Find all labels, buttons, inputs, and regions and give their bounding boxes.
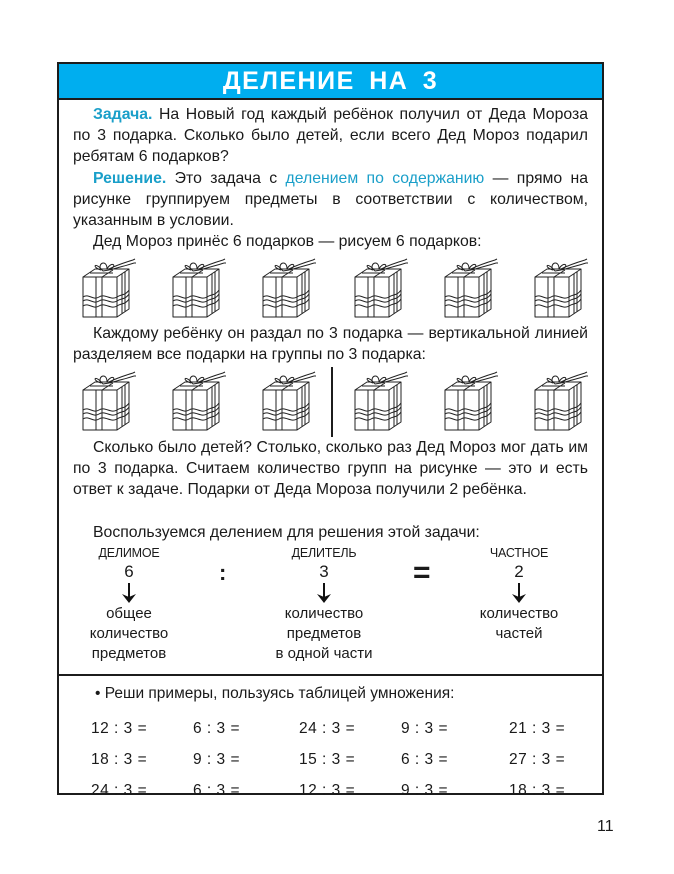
exercise-item: 9 : 3 = bbox=[401, 782, 449, 799]
exercises-grid bbox=[91, 720, 591, 813]
exercise-item: 6 : 3 = bbox=[193, 782, 241, 799]
divisor-desc-3: в одной части bbox=[275, 645, 373, 662]
exercise-item: 6 : 3 = bbox=[401, 751, 449, 768]
exercise-item: 24 : 3 = bbox=[91, 782, 148, 799]
gifts-row-all bbox=[67, 254, 597, 324]
division-by-content-term: делением по содержанию bbox=[285, 170, 485, 187]
lesson-header bbox=[59, 64, 602, 100]
quotient-value: 2 bbox=[514, 562, 524, 581]
exercises-title: • Реши примеры, пользуясь таблицей умножения: bbox=[95, 685, 455, 702]
division-formula bbox=[59, 546, 602, 676]
divisor-value: 3 bbox=[319, 562, 329, 581]
exercise-item: 6 : 3 = bbox=[193, 720, 241, 737]
exercise-item: 21 : 3 = bbox=[509, 720, 566, 737]
exercise-row bbox=[91, 782, 591, 813]
gift-box-icon bbox=[77, 257, 139, 321]
gift-box-icon bbox=[439, 257, 501, 321]
solution-paragraph bbox=[73, 168, 588, 231]
gift-box-icon bbox=[167, 370, 229, 434]
draw-gifts-paragraph: Дед Мороз принёс 6 подарков — рисуем 6 подарков: bbox=[93, 233, 482, 250]
exercise-item: 27 : 3 = bbox=[509, 751, 566, 768]
divisor-column bbox=[259, 546, 389, 664]
dividend-label: ДЕЛИМОЕ bbox=[98, 546, 160, 560]
dividend-column bbox=[79, 546, 179, 664]
exercise-item: 12 : 3 = bbox=[91, 720, 148, 737]
exercise-row bbox=[91, 720, 591, 751]
divisor-desc-2: предметов bbox=[286, 625, 362, 642]
dividend-desc-2: количество bbox=[89, 625, 169, 642]
use-division-paragraph: Воспользуемся делением для решения этой задачи: bbox=[93, 524, 480, 541]
exercise-item: 9 : 3 = bbox=[193, 751, 241, 768]
quotient-desc-1: количество bbox=[479, 605, 559, 622]
gift-box-icon bbox=[349, 257, 411, 321]
lesson-frame bbox=[57, 62, 604, 799]
page-number: 11 bbox=[597, 818, 614, 835]
answer-paragraph: Сколько было детей? Столько, сколько раз Дед Мороз мог дать им по 3 подарка. Считаем количество групп на рисунке — это и есть ответ к задаче. Подарки от Деда Мороза получили 2 ребёнка. bbox=[73, 439, 588, 498]
task-label: Задача. bbox=[93, 106, 153, 123]
task-paragraph bbox=[73, 104, 588, 167]
task-text: На Новый год каждый ребёнок получил от Деда Мороза по 3 подарка. Сколько было детей, если всего Дед Мороз подарил ребятам 6 подарков? bbox=[73, 106, 588, 165]
gift-box-icon bbox=[349, 370, 411, 434]
gift-box-icon bbox=[529, 257, 591, 321]
divisor-label: ДЕЛИТЕЛЬ bbox=[291, 546, 357, 560]
gift-box-icon bbox=[77, 370, 139, 434]
quotient-desc-2: частей bbox=[495, 625, 543, 642]
gift-box-icon bbox=[257, 257, 319, 321]
dividend-desc-3: предметов bbox=[91, 645, 167, 662]
dividend-value: 6 bbox=[124, 562, 134, 581]
exercise-item: 18 : 3 = bbox=[509, 782, 566, 799]
exercise-item: 15 : 3 = bbox=[299, 751, 356, 768]
split-gifts-paragraph: Каждому ребёнку он раздал по 3 подарка — вертикальной линией разделяем все подарки на группы по 3 подарка: bbox=[73, 325, 588, 363]
gift-box-icon bbox=[167, 257, 229, 321]
equals-sign: = bbox=[413, 556, 431, 589]
exercise-item: 9 : 3 = bbox=[401, 720, 449, 737]
exercises-section bbox=[59, 676, 602, 799]
lesson-title: ДЕЛЕНИЕ НА 3 bbox=[222, 66, 439, 95]
gifts-row-grouped bbox=[67, 367, 597, 437]
gift-box-icon bbox=[529, 370, 591, 434]
arrow-down-icon bbox=[511, 582, 527, 604]
solution-label: Решение. bbox=[93, 170, 167, 187]
exercise-item: 18 : 3 = bbox=[91, 751, 148, 768]
quotient-column bbox=[469, 546, 569, 644]
dividend-desc-1: общее bbox=[106, 605, 152, 622]
division-sign: : bbox=[219, 560, 227, 585]
arrow-down-icon bbox=[316, 582, 332, 604]
solution-text-after: — прямо на рисунке группируем предметы в соответствии с количеством, указанным в условии. bbox=[73, 170, 588, 229]
arrow-down-icon bbox=[121, 582, 137, 604]
gift-box-icon bbox=[439, 370, 501, 434]
group-divider-line bbox=[331, 367, 333, 437]
exercise-item: 24 : 3 = bbox=[299, 720, 356, 737]
exercise-row bbox=[91, 751, 591, 782]
exercise-item: 12 : 3 = bbox=[299, 782, 356, 799]
solution-text-before: Это задача с bbox=[166, 170, 286, 187]
quotient-label: ЧАСТНОЕ bbox=[489, 546, 549, 560]
gift-box-icon bbox=[257, 370, 319, 434]
divisor-desc-1: количество bbox=[284, 605, 364, 622]
